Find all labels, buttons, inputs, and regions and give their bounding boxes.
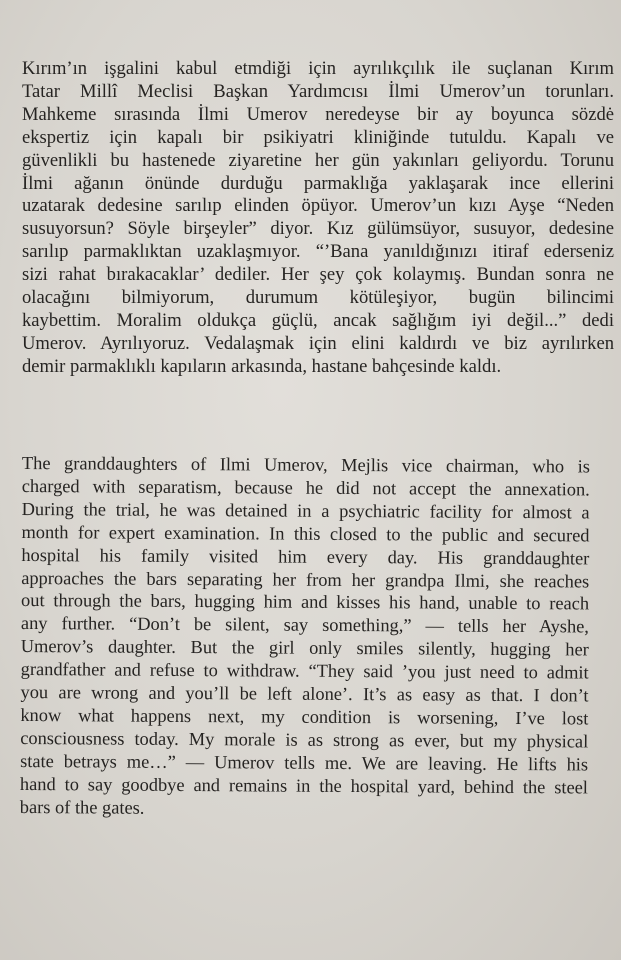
turkish-paragraph — [22, 58, 614, 379]
text-line: İlmi ağanın önünde durduğu parmaklığa yaklaşarak ince ellerini — [22, 172, 614, 194]
text-line: Umerov. Ayrılıyoruz. Vedalaşmak için elini kaldırdı ve biz ayrılırken — [22, 332, 614, 354]
text-line: Umerov’s daughter. But the girl only smiles silently, hugging her — [20, 636, 589, 660]
text-line: any further. “Don’t be silent, say something,” — tells her Ayshe, — [20, 613, 590, 637]
text-line: month for expert examination. In this closed to the public and secured — [21, 521, 590, 546]
text-line: sizi rahat bırakacaklar’ dediler. Her şey çok kolaymış. Bundan sonra ne — [22, 264, 614, 286]
text-line: ekspertiz için kapalı bir psikiyatri kliniğinde tutuldu. Kapalı ve — [22, 126, 614, 148]
text-line: approaches the bars separating her from her grandpa Ilmi, she reaches — [21, 567, 590, 591]
text-line: state betrays me…” — Umerov tells me. We are leaving. He lifts his — [20, 750, 589, 775]
text-line: hospital his family visited him every day. His granddaughter — [21, 544, 590, 569]
text-line: uzatarak dedesine sarılıp elinden öpüyor. Umerov’un kızı Ayşe “Neden — [22, 195, 614, 217]
text-line: bars of the gates. — [19, 796, 145, 818]
text-line: out through the bars, hugging him and kisses his hand, unable to reach — [21, 590, 590, 614]
text-line: demir parmaklıklı kapıların arkasında, hastane bahçesinde kaldı. — [22, 355, 502, 377]
text-line: hand to say goodbye and remains in the hospital yard, behind the steel — [19, 773, 589, 798]
text-line: kaybettim. Moralim oldukça güçlü, ancak sağlığım iyi değil...” dedi — [22, 309, 614, 331]
english-paragraph — [20, 452, 590, 822]
text-line: During the trial, he was detained in a psychiatric facility for almost a — [21, 498, 590, 523]
text-line: Tatar Millî Meclisi Başkan Yardımcısı İlmi Umerov’un torunları. — [22, 80, 614, 102]
text-line: The granddaughters of Ilmi Umerov, Mejlis vice chairman, who is — [21, 452, 590, 477]
text-line: consciousness today. My morale is as strong as ever, but my physical — [20, 727, 589, 752]
text-line: olacağını bilmiyorum, durumum kötüleşiyor, bugün bilincimi — [22, 287, 614, 309]
text-line: güvenlikli bu hastenede ziyaretine her gün yakınları geliyordu. Torunu — [22, 149, 614, 171]
text-line: know what happens next, my condition is worsening, I’ve lost — [20, 704, 589, 729]
text-line: you are wrong and you’ll be left alone’. It’s as easy as that. I don’t — [20, 682, 589, 706]
text-line: sarılıp parmaklıktan uzaklaşmıyor. “’Bana yanıldığınızı itiraf ederseniz — [22, 241, 614, 263]
text-line: grandfather and refuse to withdraw. “They said ’you just need to admit — [20, 659, 589, 683]
text-line: charged with separatism, because he did not accept the annexation. — [21, 475, 590, 500]
text-line: Mahkeme sırasında İlmi Umerov neredeyse bir ay boyunca sözdė — [22, 103, 614, 125]
text-line: Kırım’ın işgalini kabul etmdiği için ayrılıkçılık ile suçlanan Kırım — [22, 58, 614, 79]
text-line: susuyorsun? Söyle birşeyler” diyor. Kız gülümsüyor, susuyor, dedesine — [22, 218, 614, 240]
